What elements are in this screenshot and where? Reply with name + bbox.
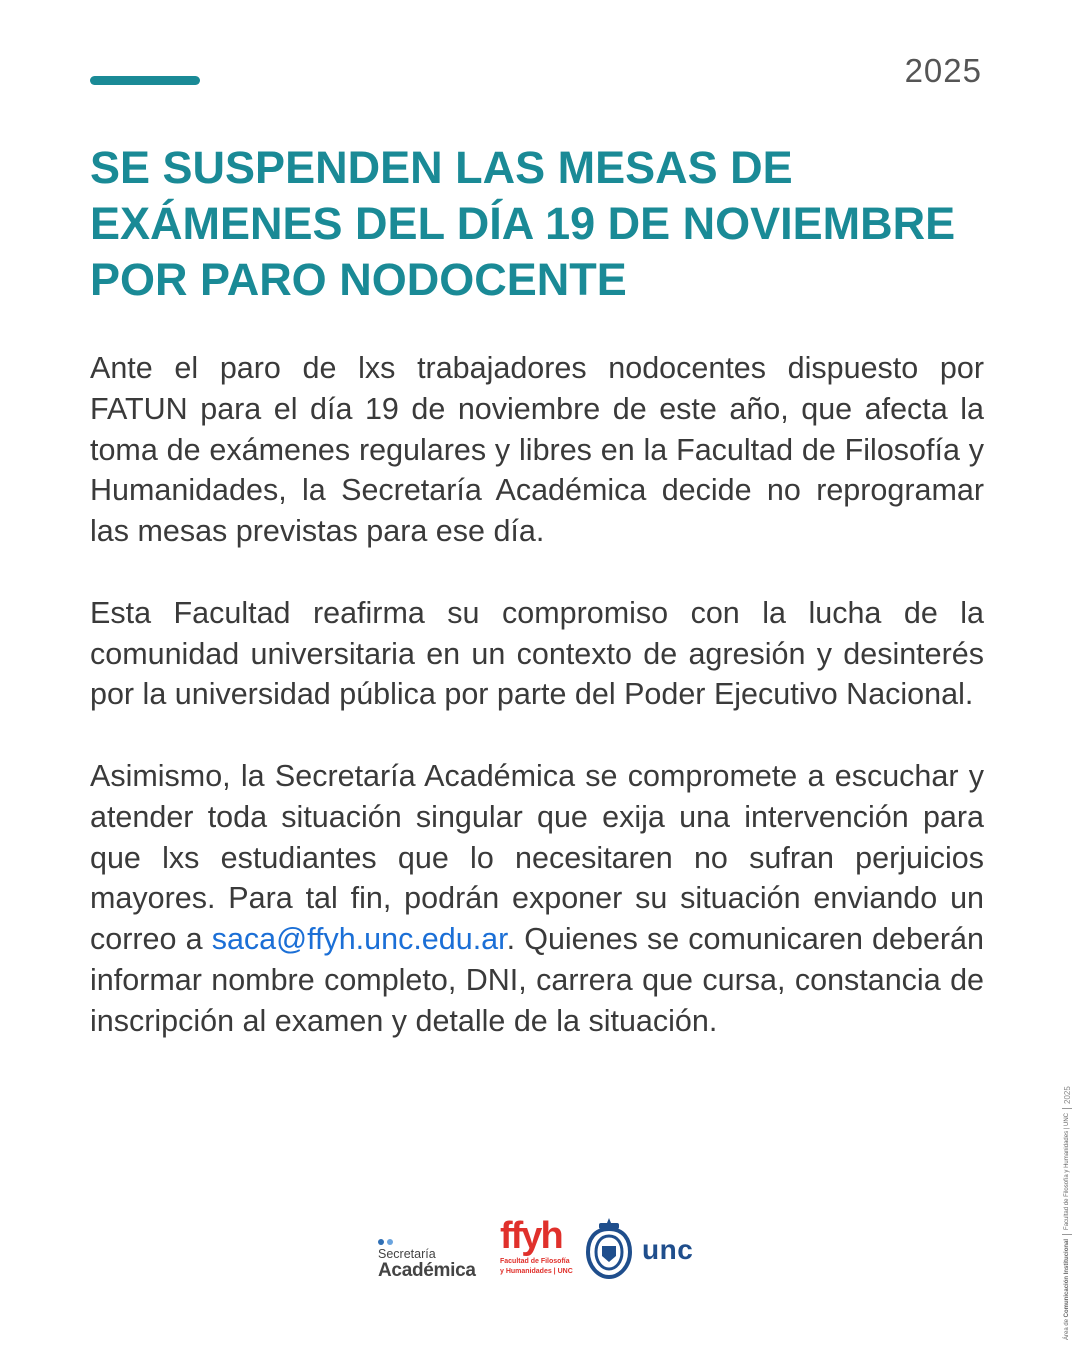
paragraph-3-before: Asimismo, la Secretaría Académica se compromete a escuchar y atender toda situación singular que exija una intervención para que lxs estudiantes que lo necesitaren no sufran perjuicios mayores. Para tal fin, podrán exponer su situación enviando un correo a bbox=[90, 758, 984, 957]
unc-logo bbox=[584, 1216, 708, 1280]
secretaria-label: Secretaría bbox=[378, 1247, 436, 1261]
ffyh-mark: ffyh bbox=[500, 1215, 562, 1257]
title-line-2: EXÁMENES DEL DÍA 19 DE NOVIEMBRE bbox=[90, 198, 956, 249]
year-label: 2025 bbox=[904, 52, 982, 89]
credit-area-block bbox=[1064, 1239, 1070, 1340]
unc-label: unc bbox=[642, 1234, 694, 1265]
paragraph-2: Esta Facultad reafirma su compromiso con la lucha de la comunidad universitaria en un contexto de agresión y desinterés por la universidad pública por parte del Poder Ejecutivo Nacional. bbox=[90, 595, 984, 712]
credit-divider-2 bbox=[1062, 1108, 1072, 1109]
ffyh-sub-2: y Humanidades | UNC bbox=[500, 1268, 573, 1275]
title-line-3: POR PARO NODOCENTE bbox=[90, 254, 627, 305]
credit-fac-2: y Humanidades | UNC bbox=[1064, 1112, 1070, 1173]
credit-fac-1: Facultad de Filosofía bbox=[1064, 1174, 1070, 1230]
footer-logos bbox=[378, 1212, 708, 1292]
ffyh-sub-1: Facultad de Filosofía bbox=[500, 1258, 570, 1265]
accent-bar bbox=[90, 76, 200, 85]
title-line-1: SE SUSPENDEN LAS MESAS DE bbox=[90, 142, 793, 193]
credit-title-2: Institucional bbox=[1064, 1238, 1070, 1275]
paragraph-3 bbox=[90, 756, 984, 1042]
paragraph-1: Ante el paro de lxs trabajadores nodocentes dispuesto por FATUN para el día 19 de noviembre de este año, que afecta la toma de exámenes regulares y libres en la Facultad de Filosofía y Humanidades, la Secretaría Académica decide no reprogramar las mesas previstas para ese día. bbox=[90, 351, 984, 549]
credit-fac-block bbox=[1064, 1113, 1070, 1230]
ffyh-logo bbox=[500, 1215, 573, 1276]
page-title bbox=[90, 140, 990, 308]
email-link[interactable]: saca@ffyh.unc.edu.ar bbox=[211, 922, 507, 957]
unc-shield-icon bbox=[584, 1216, 634, 1280]
academica-label: Académica bbox=[378, 1260, 476, 1281]
paragraph-3-after: . Quienes se comunicaren deberán informar nombre completo, DNI, carrera que cursa, constancia de inscripción al examen y detalle de la situación. bbox=[90, 922, 984, 1038]
body-text bbox=[90, 348, 984, 1082]
credit-year: 2025 bbox=[1062, 1086, 1072, 1104]
secretaria-academica-logo bbox=[378, 1239, 482, 1281]
credit-title-1: Comunicación bbox=[1064, 1275, 1070, 1318]
side-credit bbox=[1040, 1086, 1072, 1342]
credit-divider bbox=[1062, 1234, 1072, 1235]
credit-area: Área de bbox=[1064, 1318, 1070, 1340]
dots-icon bbox=[378, 1239, 482, 1245]
